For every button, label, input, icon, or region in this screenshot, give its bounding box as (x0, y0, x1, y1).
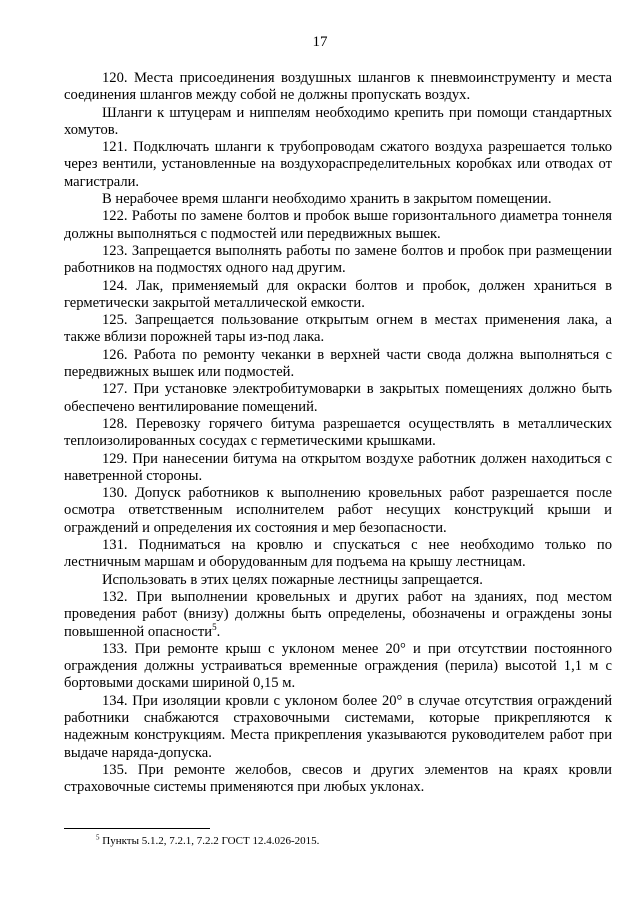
paragraph-123: 123. Запрещается выполнять работы по замене болтов и пробок при размещении работников на подмостях одного над другим. (64, 242, 612, 277)
paragraph-130: 130. Допуск работников к выполнению кровельных работ разрешается после осмотра ответственным исполнителем работ несущих конструкций крыши и ограждений и определения их состояния и мер безопасности. (64, 485, 612, 536)
document-body (64, 70, 612, 796)
paragraph-127: 127. При установке электробитумоварки в закрытых помещениях должно быть обеспечено вентилирование помещений. (64, 381, 612, 415)
footnote-text: Пункты 5.1.2, 7.2.1, 7.2.2 ГОСТ 12.4.026-2015. (99, 835, 320, 847)
paragraph-121: 121. Подключать шланги к трубопроводам сжатого воздуха разрешается только через вентили, установленные на воздухораспределительных коробках или отводах от магистрали. (64, 139, 612, 190)
paragraph-131: 131. Подниматься на кровлю и спускаться с нее необходимо только по лестничным маршам и оборудованным для подъема на крышу лестницам. (64, 537, 612, 571)
paragraph-122: 122. Работы по замене болтов и пробок выше горизонтального диаметра тоннеля должны выполняться с подмостей или передвижных вышек. (64, 208, 612, 242)
paragraph-120-hoses: Шланги к штуцерам и ниппелям необходимо крепить при помощи стандартных хомутов. (64, 104, 612, 138)
paragraph-135: 135. При ремонте желобов, свесов и других элементов на краях кровли страховочные системы применяются при любых уклонах. (64, 761, 612, 796)
paragraph-121-storage: В нерабочее время шланги необходимо хранить в закрытом помещении. (102, 191, 552, 208)
paragraph-125: 125. Запрещается пользование открытым огнем в местах применения лака, а также вблизи порожней тары из-под лака. (64, 312, 612, 346)
paragraph-131-fire-ladders: Использовать в этих целях пожарные лестницы запрещается. (102, 571, 483, 588)
paragraph-134: 134. При изоляции кровли с уклоном более 20° в случае отсутствия ограждений работники снабжаются страховочными системами, которые прикрепляются к надежным конструкциям. Места прикрепления указываются руководителем работ при выдаче наряда-допуска. (64, 692, 612, 761)
paragraph-126: 126. Работа по ремонту чеканки в верхней части свода должна выполняться с передвижных вышек или подмостей. (64, 346, 612, 381)
paragraph-133: 133. При ремонте крыш с уклоном менее 20° и при отсутствии постоянного ограждения должны устраиваться временные ограждения (перила) высотой 1,1 м с бортовыми досками шириной 0,15 м. (64, 640, 612, 692)
footnote-marker: 5 (96, 833, 100, 842)
paragraph-132-tail: . (216, 623, 221, 640)
page-number: 17 (312, 34, 328, 50)
footnote-reference: 5 (212, 621, 217, 632)
footnote-divider (64, 828, 210, 829)
paragraph-128: 128. Перевозку горячего битума разрешается осуществлять в металлических теплоизолированных сосудах с герметическими крышками. (64, 415, 612, 450)
paragraph-129: 129. При нанесении битума на открытом воздухе работник должен находиться с наветренной стороны. (64, 450, 612, 484)
paragraph-120: 120. Места присоединения воздушных шлангов к пневмоинструменту и места соединения шлангов между собой не должны пропускать воздух. (64, 70, 612, 104)
footnote (96, 834, 596, 848)
paragraph-124: 124. Лак, применяемый для окраски болтов и пробок, должен храниться в герметически закрытой металлической емкости. (64, 277, 612, 311)
paragraph-132 (64, 589, 612, 641)
paragraph-132-text: 132. При выполнении кровельных и других работ на зданиях, под местом проведения работ (внизу) должны быть определены, обозначены и ограждены зоны повышенной опасности (64, 588, 612, 640)
